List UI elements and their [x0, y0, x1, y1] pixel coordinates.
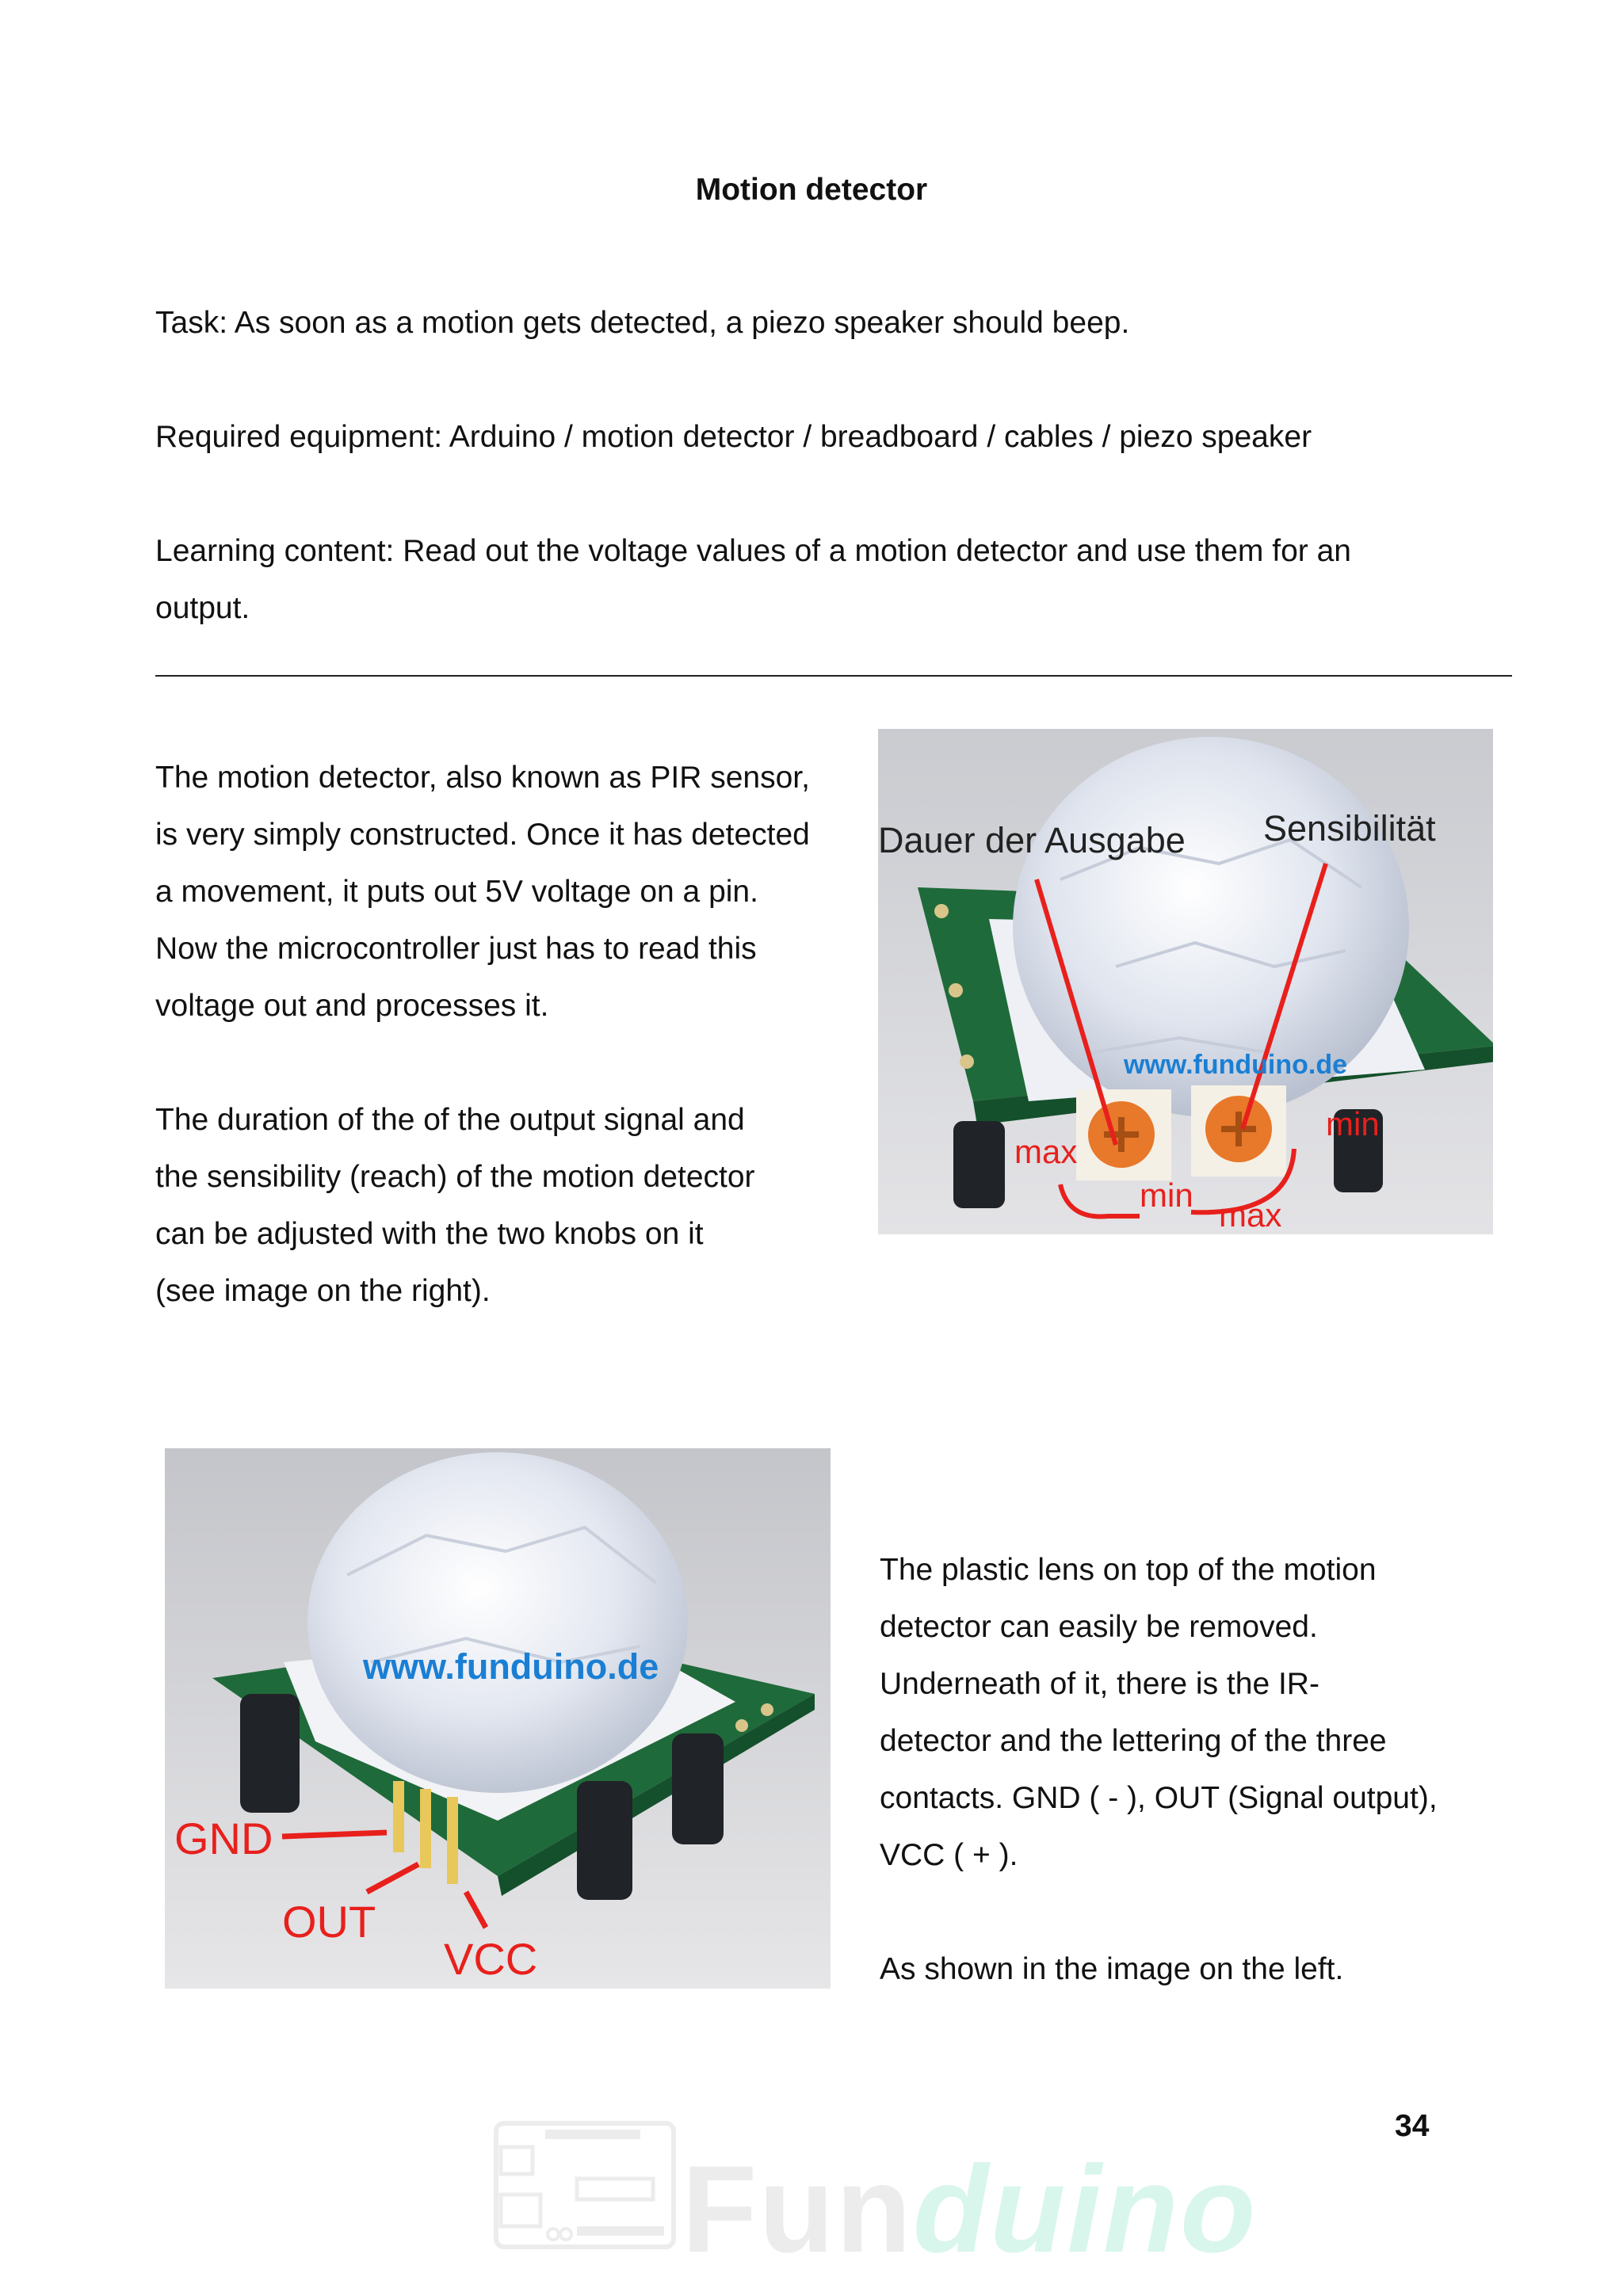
duration-min-label: min [1140, 1177, 1193, 1214]
funduino-watermark [682, 2139, 1257, 2281]
gnd-pin [393, 1781, 404, 1852]
vcc-pin [447, 1797, 458, 1884]
pir-line: The motion detector, also known as PIR sensor, [155, 761, 810, 795]
out-pin [420, 1789, 431, 1868]
pir-line [155, 1035, 869, 1092]
lens-line: detector can easily be removed. [880, 1610, 1318, 1644]
pir-line: the sensibility (reach) of the motion detector [155, 1160, 755, 1194]
duration-label: Dauer der Ausgabe [878, 820, 1186, 860]
page-title: Motion detector [695, 173, 928, 207]
sensitivity-label: Sensibilität [1263, 808, 1436, 849]
learning-text-line2: output. [155, 591, 250, 625]
watermark-duino: duino [912, 2141, 1258, 2279]
watermark-fun: Fun [682, 2141, 913, 2279]
horizontal-divider [155, 675, 1512, 677]
pir-line: The duration of the of the output signal and [155, 1103, 745, 1137]
arduino-board-logo [490, 2115, 680, 2255]
out-label: OUT [282, 1897, 376, 1947]
lens-description [880, 1542, 1529, 1998]
pir-line: a movement, it puts out 5V voltage on a pin. [155, 875, 758, 909]
pir-line: voltage out and processes it. [155, 989, 549, 1023]
lens-line: Underneath of it, there is the IR- [880, 1667, 1319, 1701]
sensitivity-min-label: min [1326, 1105, 1380, 1142]
lens-line [880, 1884, 1529, 1941]
sensitivity-max-label: max [1219, 1196, 1282, 1234]
pir-line: Now the microcontroller just has to read this [155, 932, 757, 966]
pir-line: (see image on the right). [155, 1274, 491, 1308]
pir-knobs-photo [878, 729, 1493, 1234]
pir-pins-photo [165, 1448, 831, 1989]
lens-line: detector and the lettering of the three [880, 1724, 1387, 1758]
duration-max-label: max [1014, 1133, 1078, 1170]
equipment-text: Required equipment: Arduino / motion detector / breadboard / cables / piezo speaker [155, 420, 1312, 454]
task-text: Task: As soon as a motion gets detected, a piezo speaker should beep. [155, 306, 1130, 340]
pir-knobs-illustration [878, 729, 1493, 1234]
pir-description [155, 749, 869, 1320]
pir-pins-illustration [165, 1448, 831, 1989]
lens-line: contacts. GND ( - ), OUT (Signal output), [880, 1781, 1438, 1815]
lens-line: The plastic lens on top of the motion [880, 1553, 1377, 1587]
lens-line: VCC ( + ). [880, 1838, 1018, 1872]
photo-watermark-url: www.funduino.de [363, 1646, 659, 1687]
photo-watermark-url: www.funduino.de [1124, 1050, 1348, 1080]
gnd-label: GND [174, 1814, 273, 1863]
vcc-label: VCC [444, 1934, 538, 1984]
gnd-pointer-line [282, 1833, 387, 1836]
page-number: 34 [1395, 2109, 1430, 2143]
lens-line: As shown in the image on the left. [880, 1952, 1344, 1986]
learning-text-line1: Learning content: Read out the voltage values of a motion detector and use them for an [155, 534, 1351, 568]
pir-line: can be adjusted with the two knobs on it [155, 1217, 704, 1251]
pir-line: is very simply constructed. Once it has detected [155, 818, 810, 852]
